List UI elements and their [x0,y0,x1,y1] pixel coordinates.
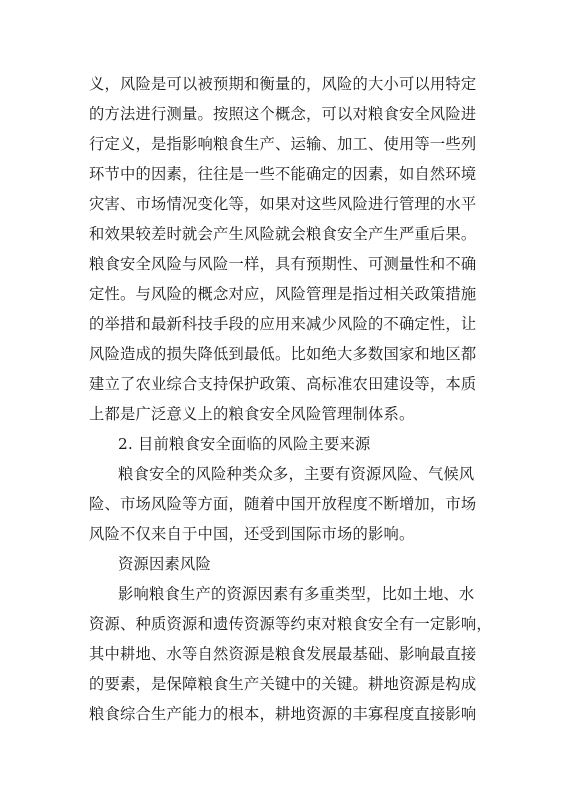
text-line: 的要素，是保障粮食生产关键中的关键。耕地资源是构成 [89,675,477,693]
text-line: 义，风险是可以被预期和衡量的，风险的大小可以用特定 [89,75,477,93]
text-line: 行定义，是指影响粮食生产、运输、加工、使用等一些列 [89,135,477,153]
text-line: 粮食综合生产能力的根本，耕地资源的丰寡程度直接影响 [89,705,477,723]
subsection-heading: 资源因素风险 [118,555,211,573]
section-heading: 2. 目前粮食安全面临的风险主要来源 [118,435,371,453]
text-line: 上都是广泛意义上的粮食安全风险管理制体系。 [89,405,415,423]
text-line: 其中耕地、水等自然资源是粮食发展最基础、影响最直接 [89,645,477,663]
text-line: 灾害、市场情况变化等，如果对这些风险进行管理的水平 [89,195,477,213]
text-line: 环节中的因素，往往是一些不能确定的因素，如自然环境 [89,165,477,183]
text-line: 险、市场风险等方面，随着中国开放程度不断增加，市场 [89,495,477,513]
text-line: 定性。与风险的概念对应，风险管理是指过相关政策措施 [89,285,477,303]
text-line: 影响粮食生产的资源因素有多重类型，比如土地、水 [118,585,475,603]
text-line: 粮食安全的风险种类众多，主要有资源风险、气候风 [118,465,475,483]
text-line: 和效果较差时就会产生风险就会粮食安全产生严重后果。 [89,225,477,243]
text-line: 资源、种质资源和遗传资源等约束对粮食安全有一定影响， [89,615,492,633]
text-line: 建立了农业综合支持保护政策、高标准农田建设等，本质 [89,375,477,393]
text-line: 的方法进行测量。按照这个概念，可以对粮食安全风险进 [89,105,477,123]
text-line: 风险不仅来自于中国，还受到国际市场的影响。 [89,525,415,543]
text-line: 风险造成的损失降低到最低。比如绝大多数国家和地区都 [89,345,477,363]
text-line: 的举措和最新科技手段的应用来减少风险的不确定性，让 [89,315,477,333]
text-line: 粮食安全风险与风险一样，具有预期性、可测量性和不确 [89,255,477,273]
